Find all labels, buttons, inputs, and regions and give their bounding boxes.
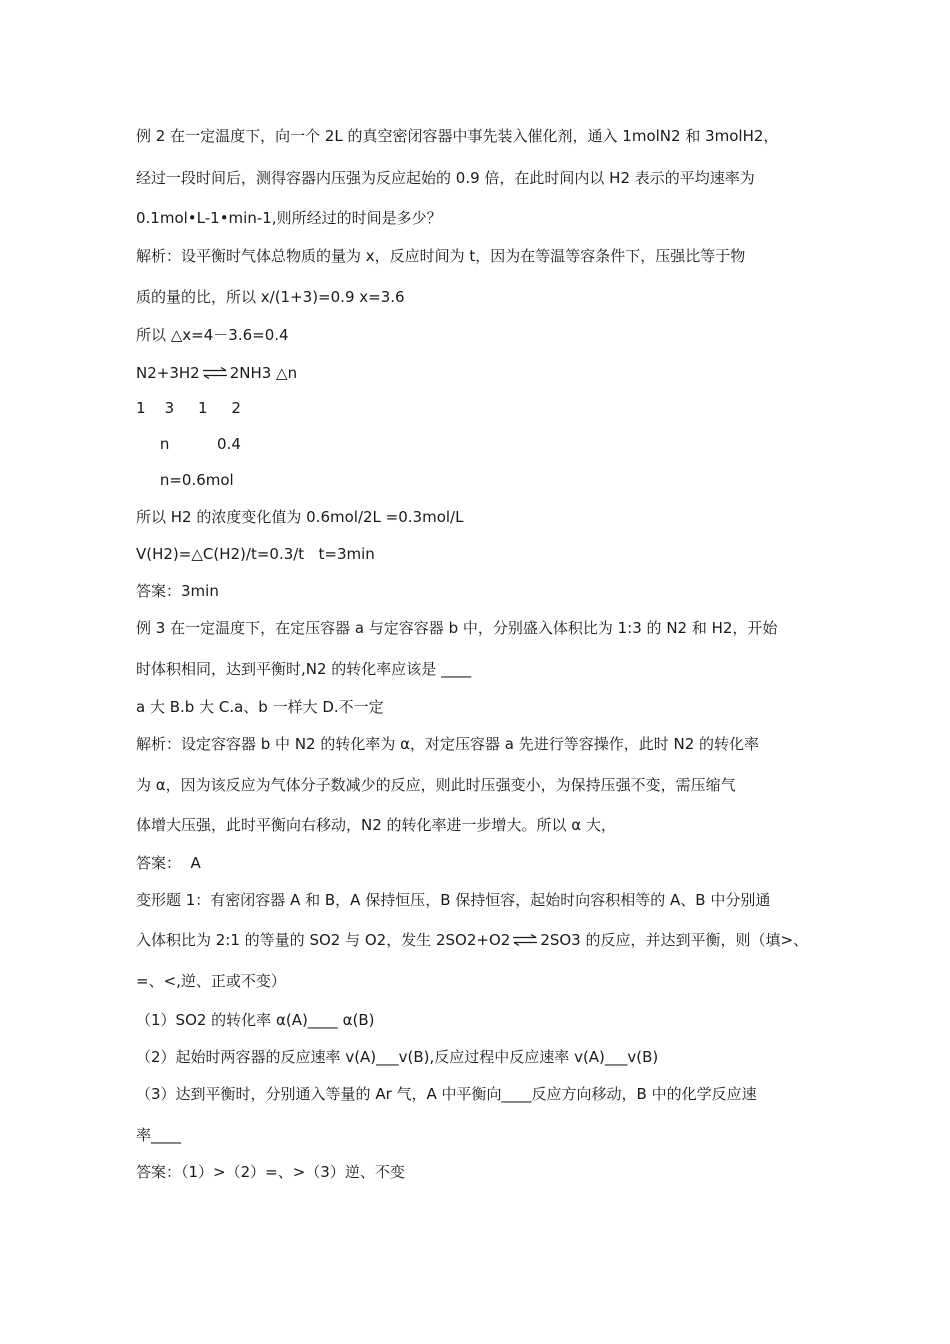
text-line: 解析：设定容容器 b 中 N2 的转化率为 α，对定压容器 a 先进行等容操作，此时 N2 的转化率 [136,735,760,753]
equation-line [136,363,297,384]
text-line: 率____ [136,1126,182,1144]
text-line: a 大 B.b 大 C.a、b 一样大 D.不一定 [136,698,384,716]
text-line: 时体积相同，达到平衡时,N2 的转化率应该是 ____ [136,660,472,678]
text-line: n=0.6mol [136,471,234,489]
equation-left: N2+3H2 [136,364,200,382]
text-line: 例 2 在一定温度下，向一个 2L 的真空密闭容器中事先装入催化剂，通入 1molN2 和 3molH2， [136,127,779,145]
text-line: 所以 H2 的浓度变化值为 0.6mol/2L =0.3mol/L [136,508,464,526]
text-line: （2）起始时两容器的反应速率 v(A)___v(B),反应过程中反应速率 v(A)___v(B) [136,1048,659,1066]
equation-right: 2SO3 的反应，并达到平衡，则（填>、 [540,931,809,949]
text-line: 体增大压强，此时平衡向右移动，N2 的转化率进一步增大。所以 α 大， [136,816,616,834]
text-line: 例 3 在一定温度下，在定压容器 a 与定容容器 b 中，分别盛入体积比为 1:3 的 N2 和 H2，开始 [136,619,778,637]
equilibrium-arrow-icon [512,931,538,951]
equation-left: 入体积比为 2:1 的等量的 SO2 与 O2，发生 2SO2+O2 [136,931,511,949]
text-line: 变形题 1：有密闭容器 A 和 B，A 保持恒压，B 保持恒容，起始时向容积相等的 A、B 中分别通 [136,891,771,909]
text-line: 质的量的比，所以 x/(1+3)=0.9 x=3.6 [136,288,405,306]
text-line: 所以 △x=4－3.6=0.4 [136,326,289,344]
text-line: 经过一段时间后，测得容器内压强为反应起始的 0.9 倍，在此时间内以 H2 表示的平均速率为 [136,169,755,187]
text-line: （1）SO2 的转化率 α(A)____ α(B) [136,1011,375,1029]
equation-line [136,930,808,951]
text-line: 答案： A [136,854,201,872]
text-line: 答案：3min [136,582,219,600]
equilibrium-arrow-icon [202,364,228,384]
text-line: （3）达到平衡时，分别通入等量的 Ar 气，A 中平衡向____反应方向移动，B 中的化学反应速 [136,1085,757,1103]
equation-right: 2NH3 △n [229,364,298,382]
text-line: 0.1mol•L-1•min-1,则所经过的时间是多少？ [136,209,442,227]
text-line: 答案：（1）>（2）=、>（3）逆、不变 [136,1163,405,1181]
text-line: 1 3 1 2 [136,399,241,417]
text-line: 为 α，因为该反应为气体分子数减少的反应，则此时压强变小，为保持压强不变，需压缩气 [136,776,736,794]
text-line: n 0.4 [136,435,241,453]
text-line: 解析：设平衡时气体总物质的量为 x，反应时间为 t，因为在等温等容条件下，压强比等于物 [136,247,746,265]
text-line: V(H2)=△C(H2)/t=0.3/t t=3min [136,545,375,563]
text-line: =、<,逆、正或不变） [136,972,286,990]
